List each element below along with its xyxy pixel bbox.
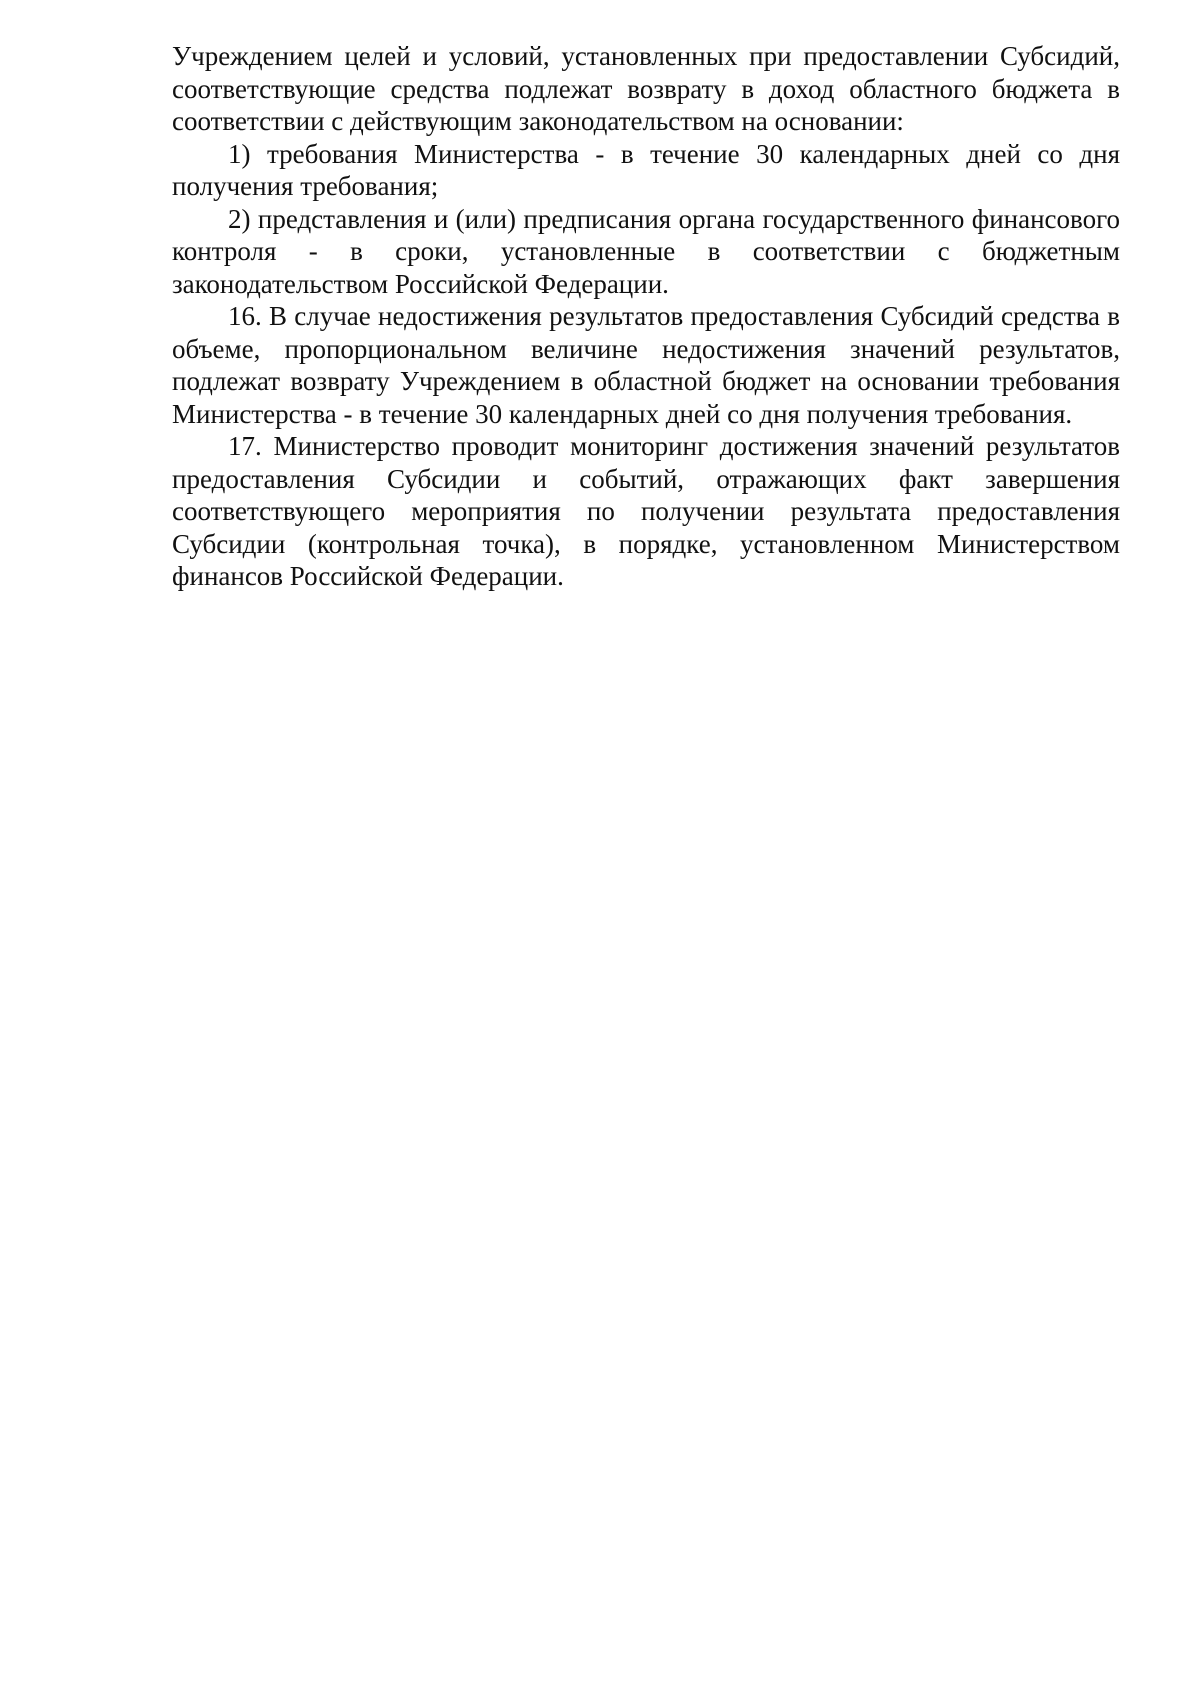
- paragraph-clause-16: 16. В случае недостижения результатов предоставления Субсидий средства в объеме, пропорциональном величине недостижения значений результатов, подлежат возврату Учреждением в областной бюджет на основании требования Министерства - в течение 30 календарных дней со дня получения требования.: [172, 301, 1120, 429]
- paragraph-item-2: 2) представления и (или) предписания органа государственного финансового контроля - в сроки, установленные в соответствии с бюджетным законодательством Российской Федерации.: [172, 203, 1120, 299]
- document-body: [172, 40, 1120, 593]
- paragraph-item-1: 1) требования Министерства - в течение 30 календарных дней со дня получения требования;: [172, 138, 1120, 201]
- paragraph-clause-17: 17. Министерство проводит мониторинг достижения значений результатов предоставления Субсидии и событий, отражающих факт завершения соответствующего мероприятия по получении результата предоставления Субсидии (контрольная точка), в порядке, установленном Министерством финансов Российской Федерации.: [172, 431, 1120, 591]
- paragraph-continuation: Учреждением целей и условий, установленных при предоставлении Субсидий, соответствующие средства подлежат возврату в доход областного бюджета в соответствии с действующим законодательством на основании:: [172, 41, 1120, 136]
